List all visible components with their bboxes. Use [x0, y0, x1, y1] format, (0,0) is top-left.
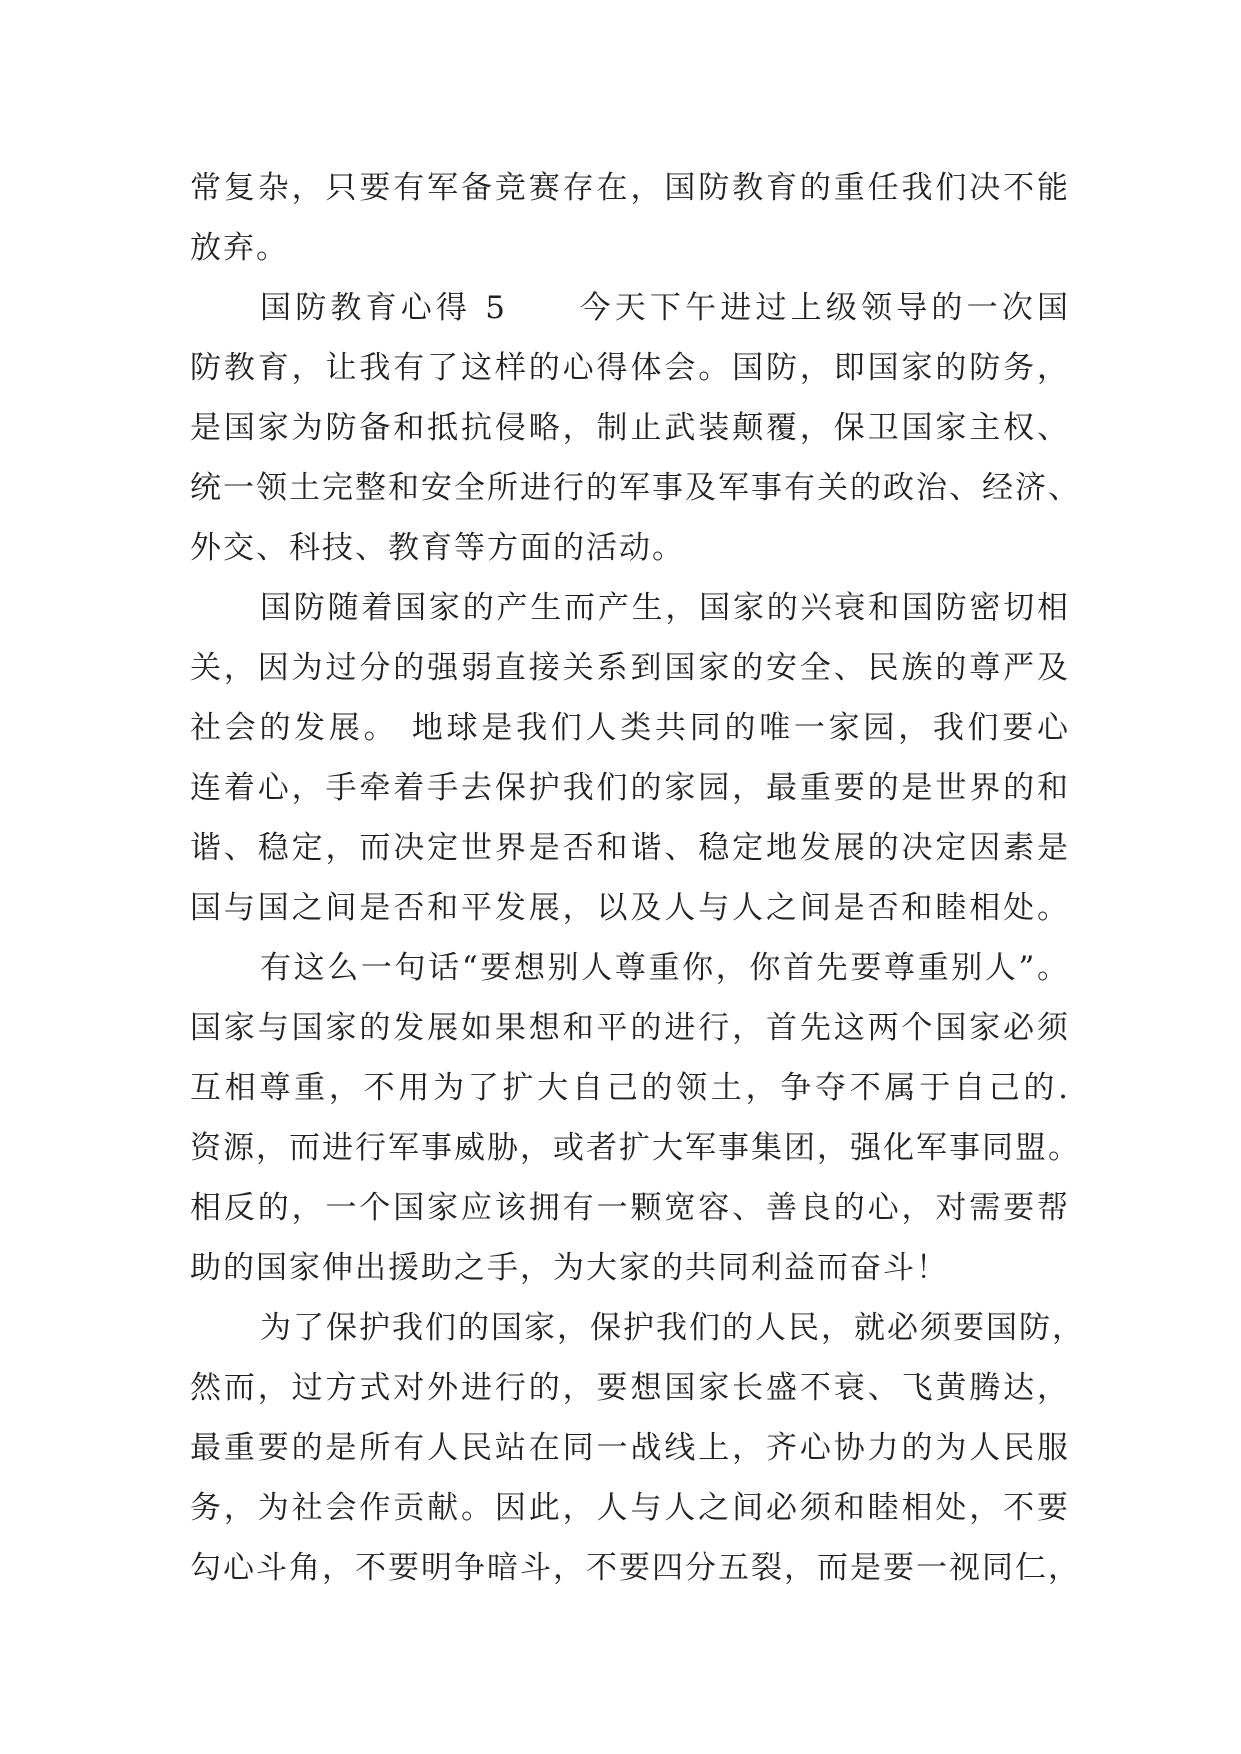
text-line: 国家与国家的发展如果想和平的进行，首先这两个国家必须 [190, 1010, 1070, 1046]
text-line: 国与国之间是否和平发展，以及人与人之间是否和睦相处。 [190, 890, 1070, 926]
text-line: 谐、稳定，而决定世界是否和谐、稳定地发展的决定因素是 [190, 830, 1070, 866]
text-line: 防教育，让我有了这样的心得体会。国防，即国家的防务， [190, 350, 1070, 386]
text-line: 国防教育心得 5 今天下午进过上级领导的一次国 [260, 290, 1070, 326]
text-line: 资源，而进行军事威胁，或者扩大军事集团，强化军事同盟。 [190, 1130, 1081, 1166]
text-line: 连着心，手牵着手去保护我们的家园，最重要的是世界的和 [190, 770, 1070, 806]
text-line: 常复杂，只要有军备竞赛存在，国防教育的重任我们决不能 [190, 170, 1070, 206]
text-line: 统一领土完整和安全所进行的军事及军事有关的政治、经济、 [190, 470, 1081, 506]
document-body [190, 158, 1085, 1598]
text-line: 是国家为防备和抵抗侵略，制止武装颠覆，保卫国家主权、 [190, 410, 1070, 446]
text-line: 有这么一句话“要想别人尊重你，你首先要尊重别人”。 [260, 950, 1070, 986]
text-line: 相反的，一个国家应该拥有一颗宽容、善良的心，对需要帮 [190, 1190, 1070, 1226]
text-line: 关，因为过分的强弱直接关系到国家的安全、民族的尊严及 [190, 650, 1070, 686]
text-line: 外交、科技、教育等方面的活动。 [190, 530, 685, 566]
text-line: 最重要的是所有人民站在同一战线上，齐心协力的为人民服 [190, 1430, 1070, 1466]
text-line: 社会的发展。 地球是我们人类共同的唯一家园，我们要心 [190, 710, 1070, 746]
text-line: 为了保护我们的国家，保护我们的人民，就必须要国防， [260, 1310, 1085, 1346]
text-line: 放弃。 [190, 230, 289, 266]
text-line: 务，为社会作贡献。因此，人与人之间必须和睦相处，不要 [190, 1490, 1070, 1526]
text-line: 然而，过方式对外进行的，要想国家长盛不衰、飞黄腾达， [190, 1370, 1070, 1406]
text-line: 助的国家伸出援助之手，为大家的共同利益而奋斗！ [190, 1250, 949, 1286]
text-line: 国防随着国家的产生而产生，国家的兴衰和国防密切相 [260, 590, 1070, 626]
text-line: 互相尊重，不用为了扩大自己的领土，争夺不属于自己的. [190, 1070, 1070, 1106]
text-line: 勾心斗角，不要明争暗斗，不要四分五裂，而是要一视同仁， [190, 1550, 1081, 1586]
